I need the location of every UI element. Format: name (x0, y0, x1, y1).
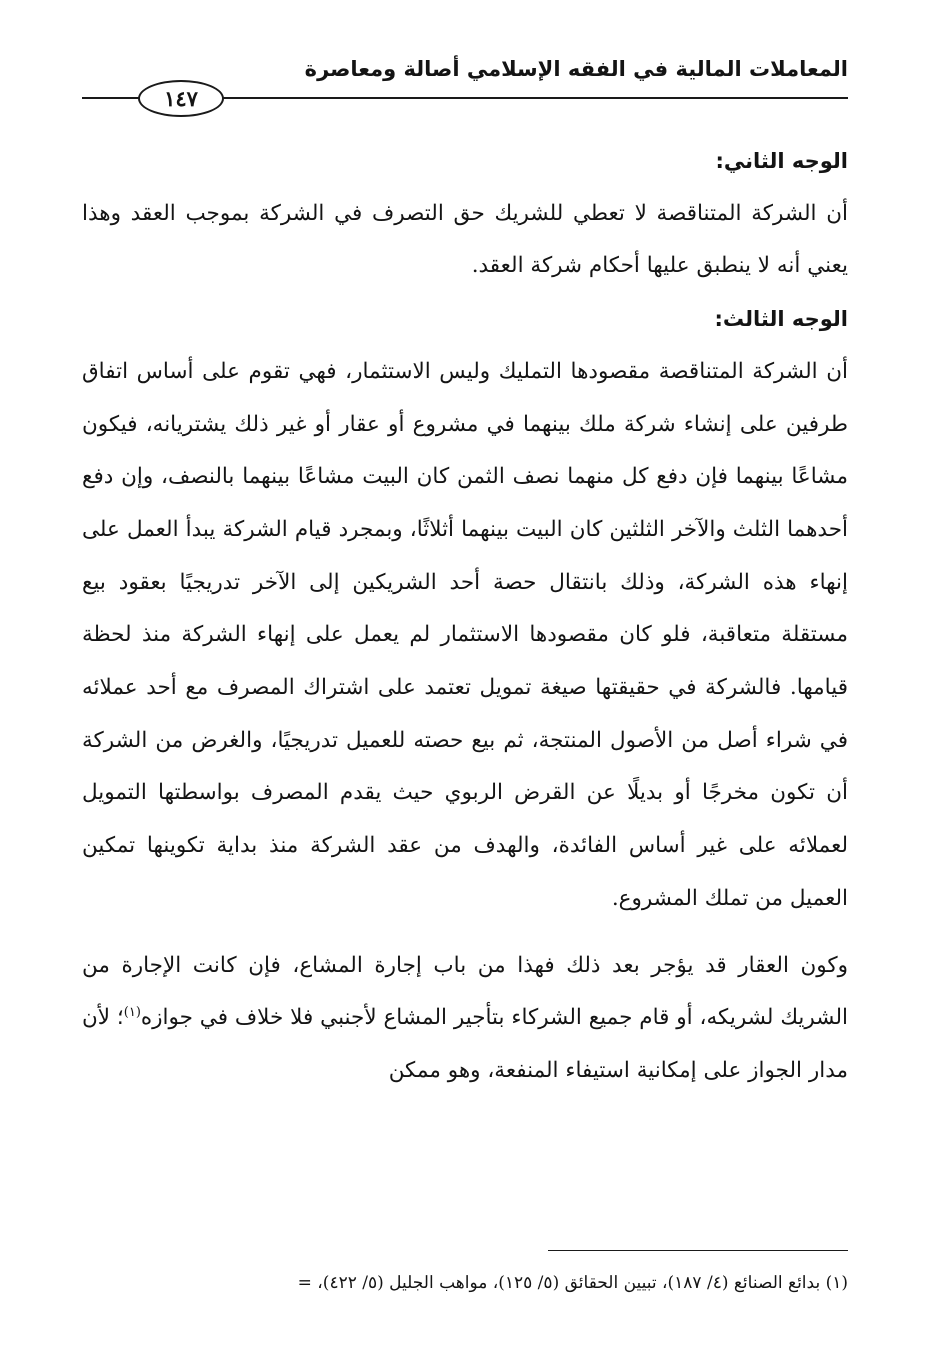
section-heading-second-aspect: الوجه الثاني: (715, 149, 848, 173)
paragraph-leasing-start: وكون العقار قد يؤجر بعد ذلك فهذا من باب إجارة المشاع، فإن كانت الإجارة من الشريك لشريكه، أو قام جميع الشركاء بتأجير المشاع لأجنبي فلا خلاف في جوازه (82, 952, 848, 1031)
footnote-rule (548, 1250, 848, 1251)
paragraph-second-aspect: أن الشركة المتناقصة لا تعطي للشريك حق التصرف في الشركة بموجب العقد وهذا يعني أنه لا ينطبق عليها أحكام شركة العقد. (82, 200, 848, 279)
page-number: ١٤٧ (138, 80, 224, 117)
footnote-reference: (١) (123, 1005, 141, 1021)
paragraph-leasing-end: ؛ لأن مدار الجواز على إمكانية استيفاء المنفعة، وهو ممكن (82, 1005, 848, 1083)
running-title: المعاملات المالية في الفقه الإسلامي أصالة ومعاصرة (304, 57, 848, 81)
paragraph-third-aspect: أن الشركة المتناقصة مقصودها التمليك وليس الاستثمار، فهي تقوم على أساس اتفاق طرفين على إنشاء شركة ملك بينهما في مشروع أو عقار أو غير ذلك يشتريانه، فيكون مشاعًا بينهما فإن دفع كل منهما نصف الثمن كان البيت مشاعًا بينهما بالنصف، وإن دفع أحدهما الثلث والآخر الثلثين كان البيت بينهما أثلاثًا، وبمجرد قيام الشركة يبدأ العمل على إنهاء هذه الشركة، وذلك بانتقال حصة أحد الشريكين إلى الآخر تدريجيًا بعقود بيع مستقلة متعاقبة، فلو كان مقصودها الاستثمار لم يعمل على إنهاء الشركة منذ لحظة قيامها. فالشركة في حقيقتها صيغة تمويل تعتمد على اشتراك المصرف مع أحد عملائه في شراء أصل من الأصول المنتجة، ثم بيع حصته للعميل تدريجيًا، والغرض من الشركة أن تكون مخرجًا أو بديلًا عن القرض الربوي حيث يقدم المصرف بواسطتها التمويل لعملائه على غير أساس الفائدة، والهدف من عقد الشركة منذ بداية تكوينها تمكين العميل من تملك المشروع. (82, 358, 848, 911)
main-text (82, 135, 848, 1098)
section-heading-third-aspect: الوجه الثالث: (714, 307, 848, 332)
paragraph-leasing (82, 940, 848, 1098)
footnote-1: (١) بدائع الصنائع (٤/ ١٨٧)، تبيين الحقائق (٥/ ١٢٥)، مواهب الجليل (٥/ ٤٢٢)، = (297, 1273, 848, 1293)
